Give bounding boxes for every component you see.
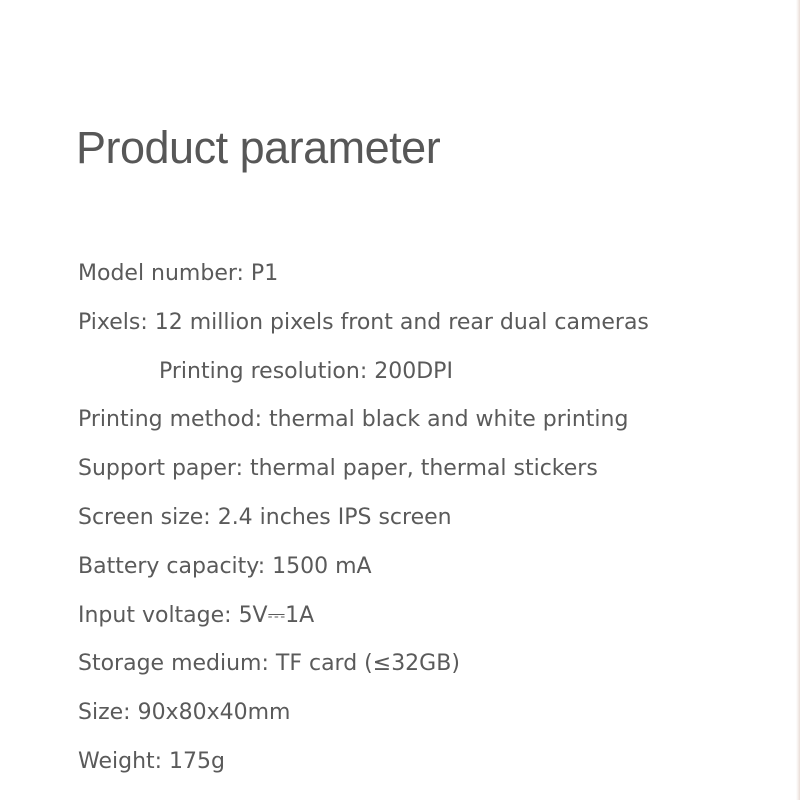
param-battery-capacity: Battery capacity: 1500 mA xyxy=(78,553,372,579)
param-printing-method: Printing method: thermal black and white printing xyxy=(78,407,629,433)
param-support-paper: Support paper: thermal paper, thermal stickers xyxy=(78,456,598,482)
param-storage-medium: Storage medium: TF card (≤32GB) xyxy=(78,651,460,677)
parameter-list xyxy=(78,250,649,787)
param-weight: Weight: 175g xyxy=(78,748,226,774)
param-size: Size: 90x80x40mm xyxy=(78,700,291,726)
page-edge-shadow xyxy=(796,0,800,800)
param-pixels: Pixels: 12 million pixels front and rear dual cameras xyxy=(78,309,649,335)
param-input-voltage: Input voltage: 5V⎓1A xyxy=(78,602,315,628)
param-screen-size: Screen size: 2.4 inches IPS screen xyxy=(78,504,452,530)
page-title: Product parameter xyxy=(76,122,441,173)
param-printing-resolution: Printing resolution: 200DPI xyxy=(159,358,453,384)
param-model-number: Model number: P1 xyxy=(78,261,279,286)
